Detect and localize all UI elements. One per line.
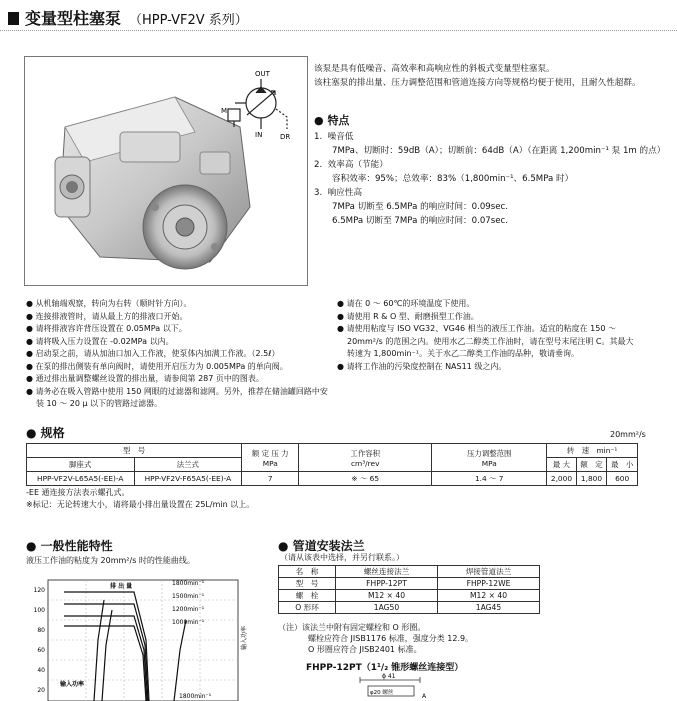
note-item: ● 通过排出量调整螺丝设置的排出量，请参阅第 287 页中的图表。 [26,374,264,383]
flange-header: 名 称 [279,566,336,578]
flange-cell: 螺 栓 [279,590,336,602]
notes-right [337,298,637,373]
spec-header-speed: 转 速 min⁻¹ [547,444,638,458]
flange-cell: O 形环 [279,602,336,614]
features-list [314,130,669,228]
feature-item-desc: 7MPa 切断至 6.5MPa 的响应时间：0.09sec. [332,202,508,212]
feature-item-title: 1. 噪音低 [314,132,354,142]
legend-label: 1800min⁻¹ [172,580,205,587]
flange-cell: 1AG50 [336,602,438,614]
flange-cell: M12 × 40 [336,590,438,602]
dim-label: φ20 螺丝 [370,690,394,696]
flange-subheading: （请从该表中选择，并另行联系。） [280,553,404,562]
flange-drawing [330,672,450,701]
spec-heading: ● 规格 [26,426,65,440]
title-divider [0,30,677,31]
flange-cell: 1AG45 [438,602,540,614]
feature-item-desc: 6.5MPa 切断至 7MPa 的响应时间：0.07sec. [332,216,508,226]
spec-header-max: 最 大 [547,458,576,472]
flange-cell: FHPP-12WE [438,578,540,590]
legend-label: 1500min⁻¹ [172,593,205,600]
note-item: ● 请务必在吸入管路中使用 150 网眼的过滤器和滤网。另外，推荐在储油罐回路中安装 10 ～ 20 μ 以下的管路过滤器。 [26,386,328,408]
flange-note: （注）该法兰中附有固定螺栓和 O 形圈。 [278,623,426,632]
bottom-curve-label: 1800min⁻¹ [179,693,212,700]
flange-header: 螺丝连接法兰 [336,566,438,578]
feature-item-title: 2. 效率高（节能） [314,160,388,170]
note-item: ● 请将工作油的污染度控制在 NAS11 级之内。 [337,361,507,371]
symbol-out-label: OUT [255,70,270,78]
intro-line: 该柱塞泵的排出量、压力调整范围和管道连接方向等规格均便于使用，且耐久性超群。 [314,78,641,88]
page-title [8,6,248,29]
flange-note: O 形圈应符合 JISB2401 标准。 [308,645,422,654]
spec-table [26,443,638,486]
spec-cell: ※ ～ 65 [299,472,432,486]
y-tick-label: 100 [33,607,45,614]
spec-header-flange: 法兰式 [134,458,242,472]
dim-label: A [422,693,427,700]
note-item: ● 连接排液管时，请从最上方的排液口开始。 [26,311,188,321]
table-row [27,472,638,486]
title-subtitle: （HPP-VF2V 系列） [129,13,248,28]
spec-unit: 20mm²/s [610,430,646,439]
spec-notes [26,487,254,511]
note-item: ● 启动泵之前，请从加油口加入工作液，使泵体内加满工作液。（2.5ℓ） [26,349,280,358]
intro-text [314,62,669,90]
power-curve-c [174,620,186,701]
spec-header-rated: 额 定 [576,458,607,472]
table-row [279,578,540,590]
power-curve-b [102,610,112,701]
spec-cell: 600 [607,472,638,486]
spec-cell: 2,000 [547,472,576,486]
note-item: ● 从机轴端观察，转向为右转（顺时针方向）。 [26,299,192,308]
features-heading: ● 特点 [314,114,350,127]
flange-drawing-title: FHPP-12PT（1¹/₂ 锥形螺丝连接型） [306,663,464,673]
note-item: ● 请使用 R & O 型、耐磨损型工作油。 [337,311,479,321]
y-tick-label: 80 [37,627,45,634]
symbol-in-label: IN [255,131,263,139]
title-text: 变量型柱塞泵 [25,9,122,28]
note-item: ● 请使用粘度与 ISO VG32、VG46 相当的液压工作油。适宜的粘度在 150 ～ 20mm²/s 的范围之内。使用水乙二醇类工作油时，请在型号末尾注明 C。其最大转速为 1,800min⁻¹。关于水乙二醇类工作油的品种，敬请垂询。 [337,324,634,358]
pump-image-icon [25,57,307,285]
flange-header: 焊接管道法兰 [438,566,540,578]
power-label: 输入功率 [60,681,85,688]
symbol-dr-label: DR [280,133,291,141]
y-tick-label: 60 [37,647,45,654]
note-item: ● 请在 0 ～ 60℃的环境温度下使用。 [337,299,475,308]
flange-cell: M12 × 40 [438,590,540,602]
legend-label: 1200min⁻¹ [172,606,205,613]
table-row [279,590,540,602]
symbol-m-label: M [221,107,228,115]
performance-heading: ● 一般性能特性 [26,539,113,553]
y-tick-label: 120 [33,587,45,594]
spec-header-min: 最 小 [607,458,638,472]
spec-note: ※标记：无论转速大小，请将最小排出量设置在 25L/min 以上。 [26,500,255,509]
flow-label: 排 出 量 [110,583,133,590]
feature-item-desc: 容积效率：95%；总效率：83%（1,800min⁻¹、6.5MPa 时） [332,174,574,184]
power-axis-label: 输入功率 [241,625,248,650]
y-tick-label: 20 [37,687,45,694]
flange-table [278,565,540,614]
spec-cell: 7 [242,472,299,486]
dim-label: ϕ 41 [382,673,396,680]
spec-cell: HPP-VF2V-F65A5(-EE)-A [134,472,242,486]
spec-header-foot: 脚座式 [27,458,135,472]
legend-label: 1000min⁻¹ [172,619,205,626]
spec-note: -EE 通连接方法表示螺孔式。 [26,488,130,497]
spec-header-model: 型 号 [27,444,242,458]
y-tick-label: 40 [37,667,45,674]
spec-header-capacity: 工作容积 cm³/rev [299,444,432,472]
intro-line: 该泵是具有低噪音、高效率和高响应性的斜板式变量型柱塞泵。 [314,64,555,74]
note-item: ● 在泵的排出侧装有单向阀时，请使用开启压力为 0.005MPa 的单向阀。 [26,361,288,371]
spec-header-range: 压力调整范围 MPa [432,444,547,472]
performance-chart [24,570,264,701]
flange-cell: 型 号 [279,578,336,590]
notes-left [26,298,328,411]
note-item: ● 请将吸入压力设置在 -0.02MPa 以内。 [26,336,174,346]
flange-notes [278,622,473,655]
spec-cell: 1.4 ～ 7 [432,472,547,486]
flange-note: 螺栓应符合 JISB1176 标准，强度分类 12.9。 [308,634,474,643]
spec-cell: 1,800 [576,472,607,486]
flange-heading: ● 管道安装法兰 [278,539,365,553]
features-heading-text: 特点 [327,114,350,127]
flange-cell: FHPP-12PT [336,578,438,590]
feature-item-desc: 7MPa、切断时：59dB（A）；切断前：64dB（A）（在距离 1,200min⁻¹ 泵 1m 的点） [332,146,666,156]
note-item: ● 请将排液容许背压设置在 0.05MPa 以下。 [26,324,187,333]
feature-item-title: 3. 响应性高 [314,188,363,198]
table-row [279,602,540,614]
spec-header-pressure: 额 定 压 力 MPa [242,444,299,472]
performance-desc: 液压工作油的粘度为 20mm²/s 时的性能曲线。 [26,556,195,565]
title-square-icon [8,12,19,25]
spec-cell: HPP-VF2V-L65A5(-EE)-A [27,472,135,486]
pump-photo-panel [24,56,308,286]
